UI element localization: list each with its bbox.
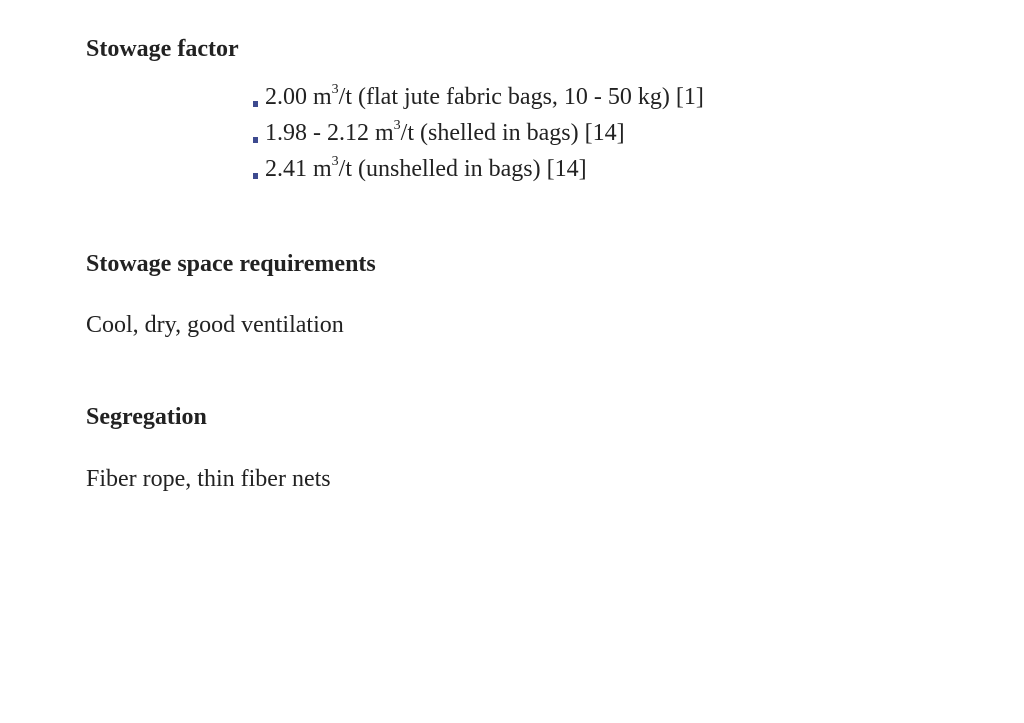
segregation-heading: Segregation: [86, 404, 207, 430]
bullet-icon: [253, 173, 258, 179]
stowage-detail: /t (flat jute fabric bags, 10 - 50 kg) [1]: [338, 84, 704, 110]
unit-exponent: 3: [331, 154, 339, 169]
list-item: [252, 119, 704, 155]
unit-exponent: 3: [393, 118, 401, 133]
stowage-value: 1.98 - 2.12 m: [265, 120, 394, 146]
stowage-value: 2.00 m: [265, 84, 332, 110]
bullet-icon: [253, 101, 258, 107]
stowage-detail: /t (shelled in bags) [14]: [400, 120, 625, 146]
stowage-factor-heading: Stowage factor: [86, 36, 239, 62]
list-item: [252, 83, 704, 119]
list-item: [252, 155, 704, 191]
segregation-text: Fiber rope, thin fiber nets: [86, 466, 331, 492]
bullet-icon: [253, 137, 258, 143]
stowage-space-heading: Stowage space requirements: [86, 251, 376, 277]
stowage-factor-list: [252, 83, 704, 191]
stowage-space-text: Cool, dry, good ventilation: [86, 312, 344, 338]
unit-exponent: 3: [331, 82, 339, 97]
stowage-detail: /t (unshelled in bags) [14]: [338, 156, 587, 182]
stowage-value: 2.41 m: [265, 156, 332, 182]
